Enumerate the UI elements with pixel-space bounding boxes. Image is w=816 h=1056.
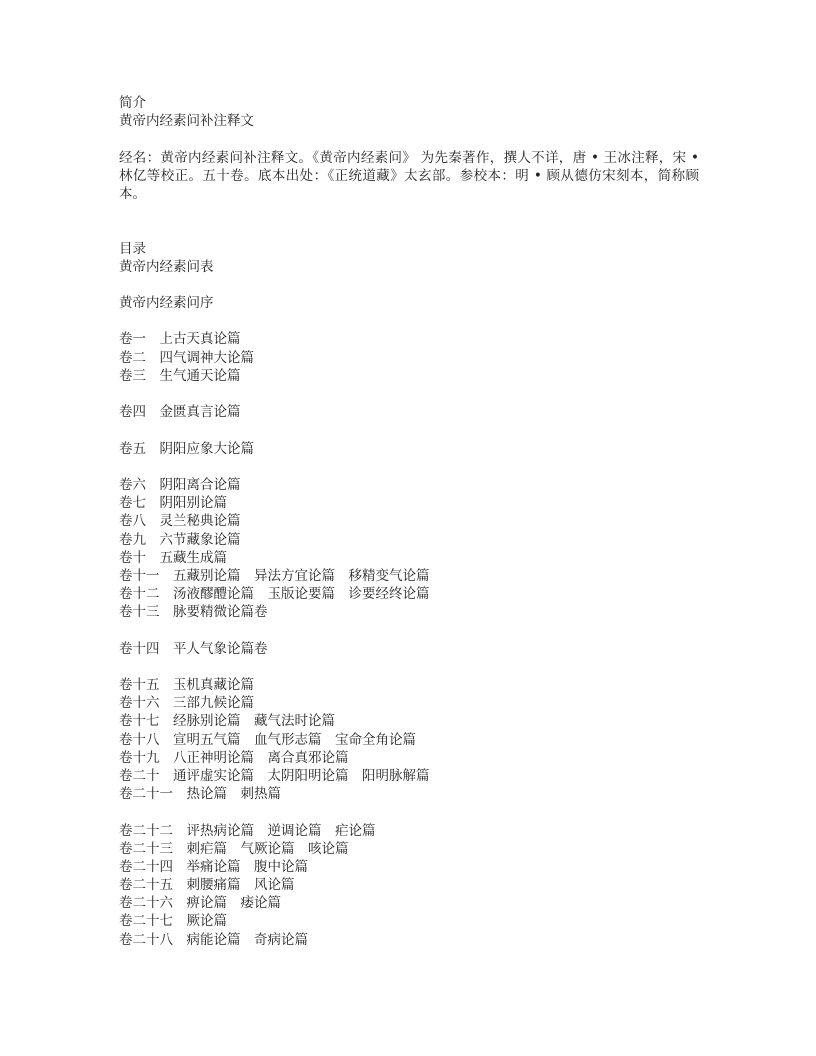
toc-list (119, 330, 699, 948)
chapter-title: 脉要精微论篇卷 (173, 604, 268, 621)
spacer (119, 458, 699, 476)
toc-row (119, 512, 699, 530)
toc-row (119, 585, 699, 603)
toc-row (119, 494, 699, 512)
toc-row (119, 349, 699, 367)
chapter-title: 宣明五气篇 (173, 731, 241, 748)
volume-label: 卷九 (119, 531, 146, 548)
chapter-title: 厥论篇 (186, 913, 227, 930)
volume-label: 卷三 (119, 367, 146, 384)
chapter-title: 经脉别论篇 (173, 713, 241, 730)
toc-row (119, 440, 699, 458)
toc-row (119, 330, 699, 348)
chapter-title: 阳明脉解篇 (362, 767, 430, 784)
volume-label: 卷四 (119, 404, 146, 421)
toc-row (119, 640, 699, 658)
volume-label: 卷二十四 (119, 858, 173, 875)
chapter-title: 刺疟篇 (186, 840, 227, 857)
intro-heading: 简介 (119, 95, 146, 111)
chapter-title: 三部九候论篇 (173, 695, 254, 712)
chapter-title: 诊要经终论篇 (348, 586, 430, 603)
chapter-title: 藏气法时论篇 (254, 713, 335, 730)
spacer (119, 276, 699, 294)
chapter-title: 生气通天论篇 (159, 367, 241, 384)
volume-label: 卷二十五 (119, 877, 173, 894)
volume-label: 卷七 (119, 495, 146, 512)
toc-heading: 目录 (119, 240, 146, 257)
spacer (119, 621, 699, 639)
chapter-title: 痿论篇 (240, 895, 281, 912)
chapter-title: 阴阳离合论篇 (159, 476, 241, 493)
toc-preface-item: 黄帝内经素问表 (119, 258, 214, 275)
chapter-title: 四气调神大论篇 (159, 349, 254, 366)
toc-row (119, 549, 699, 567)
toc-row (119, 822, 699, 840)
chapter-title: 五藏生成篇 (159, 549, 227, 566)
volume-label: 卷十九 (119, 749, 160, 766)
volume-label: 卷十五 (119, 677, 160, 694)
volume-label: 卷二 (119, 349, 146, 366)
volume-label: 卷十六 (119, 695, 160, 712)
chapter-title: 金匮真言论篇 (159, 404, 241, 421)
chapter-title: 气厥论篇 (240, 840, 295, 857)
book-title: 黄帝内经素问补注释文 (119, 113, 254, 130)
toc-row (119, 858, 699, 876)
chapter-title: 八正神明论篇 (173, 749, 254, 766)
toc-preface-item: 黄帝内经素问序 (119, 295, 214, 312)
toc-row (119, 785, 699, 803)
chapter-title: 宝命全角论篇 (335, 731, 416, 748)
chapter-title: 热论篇 (186, 786, 227, 803)
toc-row (119, 894, 699, 912)
chapter-title: 灵兰秘典论篇 (159, 513, 241, 530)
volume-label: 卷二十七 (119, 913, 173, 930)
chapter-title: 离合真邪论篇 (267, 749, 349, 766)
volume-label: 卷十八 (119, 731, 160, 748)
spacer (119, 803, 699, 821)
chapter-title: 阴阳应象大论篇 (159, 440, 254, 457)
chapter-title: 平人气象论篇卷 (173, 640, 268, 657)
chapter-title: 五藏别论篇 (173, 567, 241, 584)
chapter-title: 举痛论篇 (186, 858, 241, 875)
volume-label: 卷二十三 (119, 840, 173, 857)
volume-label: 卷五 (119, 440, 146, 457)
chapter-title: 阴阳别论篇 (159, 495, 227, 512)
toc-row (119, 603, 699, 621)
volume-label: 卷二十六 (119, 895, 173, 912)
toc-row (119, 767, 699, 785)
volume-label: 卷八 (119, 513, 146, 530)
volume-label: 卷十二 (119, 586, 160, 603)
toc-row (119, 712, 699, 730)
spacer (119, 385, 699, 403)
chapter-title: 疟论篇 (335, 822, 376, 839)
chapter-title: 太阴阳明论篇 (267, 767, 349, 784)
volume-label: 卷十三 (119, 604, 160, 621)
spacer (119, 221, 699, 239)
toc-row (119, 931, 699, 949)
chapter-title: 上古天真论篇 (159, 331, 241, 348)
chapter-title: 风论篇 (254, 877, 295, 894)
toc-row (119, 912, 699, 930)
volume-label: 卷二十二 (119, 822, 173, 839)
volume-label: 卷十一 (119, 567, 160, 584)
chapter-title: 六节藏象论篇 (159, 531, 241, 548)
spacer (119, 203, 699, 221)
book-description: 经名：黄帝内经素问补注释文。《黄帝内经素问》 为先秦著作，撰人不详，唐 • 王冰注释，宋 • 林亿等校正。五十卷。底本出处：《正统道藏》太玄部。参校本：明 • 顾从德仿宋刻本，简称顾本。 (119, 149, 699, 202)
chapter-title: 血气形志篇 (254, 731, 322, 748)
chapter-title: 异法方宜论篇 (254, 567, 335, 584)
chapter-title: 奇病论篇 (254, 931, 308, 948)
volume-label: 卷十 (119, 549, 146, 566)
toc-row (119, 749, 699, 767)
toc-row (119, 840, 699, 858)
toc-row (119, 476, 699, 494)
volume-label: 卷二十 (119, 767, 160, 784)
toc-row (119, 403, 699, 421)
chapter-title: 咳论篇 (308, 840, 349, 857)
spacer (119, 658, 699, 676)
spacer (119, 130, 699, 148)
spacer (119, 312, 699, 330)
volume-label: 卷二十八 (119, 931, 173, 948)
document-page (119, 94, 699, 949)
toc-row (119, 876, 699, 894)
chapter-title: 痹论篇 (186, 895, 227, 912)
chapter-title: 通评虚实论篇 (173, 767, 254, 784)
volume-label: 卷二十一 (119, 786, 173, 803)
toc-row (119, 367, 699, 385)
chapter-title: 评热病论篇 (186, 822, 254, 839)
chapter-title: 汤液醪醴论篇 (173, 586, 254, 603)
chapter-title: 刺热篇 (240, 786, 281, 803)
chapter-title: 玉版论要篇 (267, 586, 335, 603)
volume-label: 卷十七 (119, 713, 160, 730)
toc-row (119, 694, 699, 712)
chapter-title: 腹中论篇 (254, 858, 308, 875)
volume-label: 卷六 (119, 476, 146, 493)
volume-label: 卷一 (119, 331, 146, 348)
chapter-title: 逆调论篇 (267, 822, 322, 839)
spacer (119, 421, 699, 439)
toc-row (119, 676, 699, 694)
chapter-title: 病能论篇 (186, 931, 241, 948)
chapter-title: 玉机真藏论篇 (173, 677, 254, 694)
chapter-title: 刺腰痛篇 (186, 877, 241, 894)
chapter-title: 移精变气论篇 (348, 567, 430, 584)
toc-row (119, 567, 699, 585)
toc-row (119, 531, 699, 549)
toc-row (119, 731, 699, 749)
volume-label: 卷十四 (119, 640, 160, 657)
